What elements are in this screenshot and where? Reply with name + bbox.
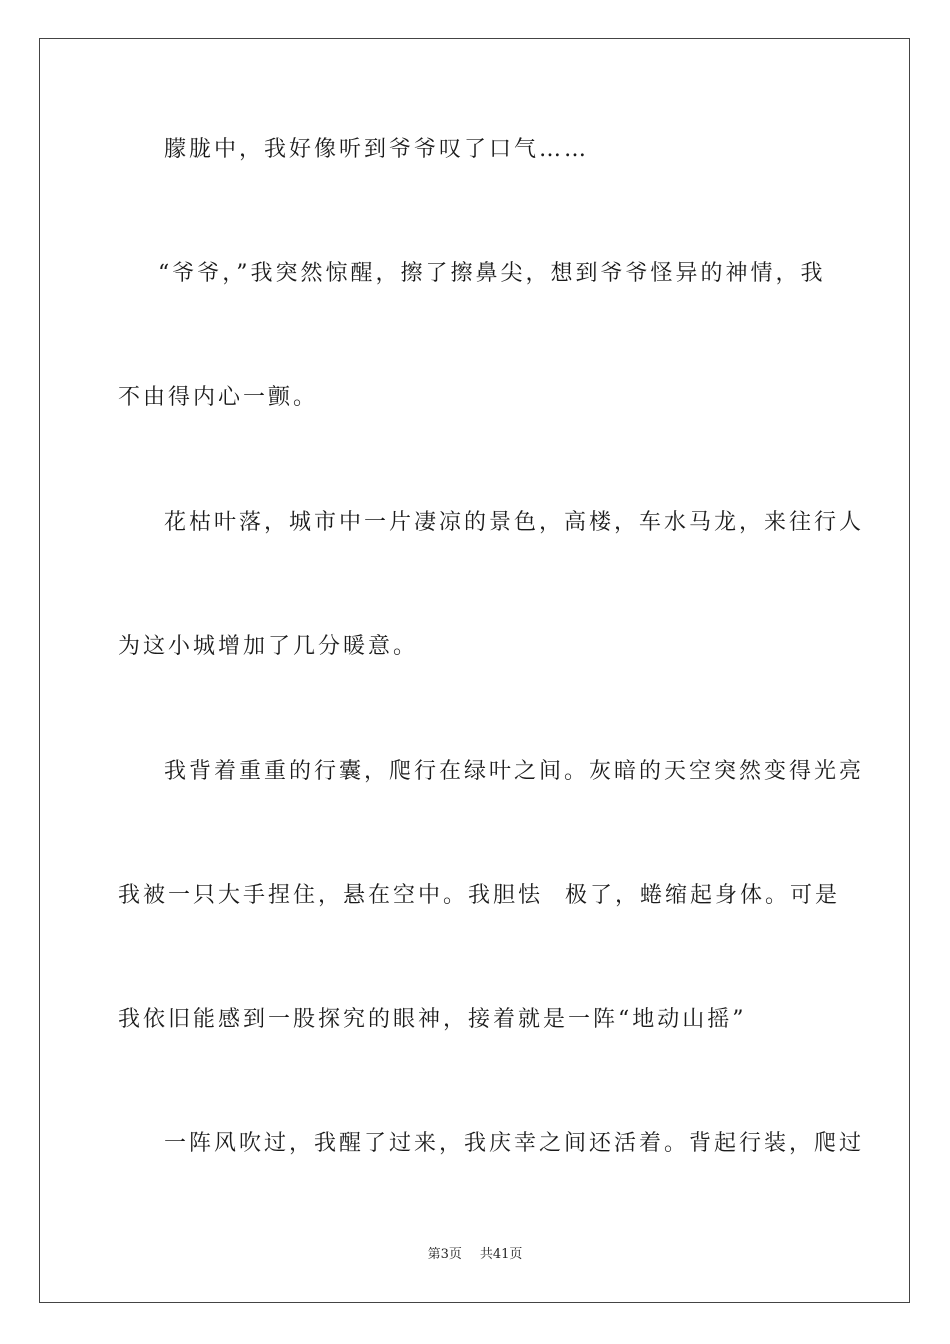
line-segment: 极了，蜷缩起身体。可是 <box>565 883 841 908</box>
page-total: 共41页 <box>479 1247 523 1262</box>
paragraph-line: 不由得内心一颤。 <box>118 385 319 410</box>
page-number: 第3页 <box>427 1247 462 1262</box>
page-border <box>39 38 910 1303</box>
paragraph-line: 朦胧中，我好像听到爷爷叹了口气…… <box>164 137 590 162</box>
paragraph-line: “爷爷，”我突然惊醒，擦了擦鼻尖，想到爷爷怪异的神情，我 <box>158 261 826 286</box>
line-segment: 我被一只大手捏住，悬在空中。我胆怯 <box>118 883 544 908</box>
paragraph-line: 为这小城增加了几分暖意。 <box>118 634 419 659</box>
paragraph-line <box>118 881 841 911</box>
paragraph-line: 一阵风吹过，我醒了过来，我庆幸之间还活着。背起行装，爬过 <box>164 1131 865 1156</box>
page-footer <box>0 1246 950 1264</box>
paragraph-line: 我背着重重的行囊，爬行在绿叶之间。灰暗的天空突然变得光亮 <box>164 759 865 784</box>
paragraph-line: 花枯叶落，城市中一片凄凉的景色，高楼，车水马龙，来往行人 <box>164 510 865 535</box>
paragraph-line: 我依旧能感到一股探究的眼神，接着就是一阵“地动山摇” <box>118 1007 747 1032</box>
